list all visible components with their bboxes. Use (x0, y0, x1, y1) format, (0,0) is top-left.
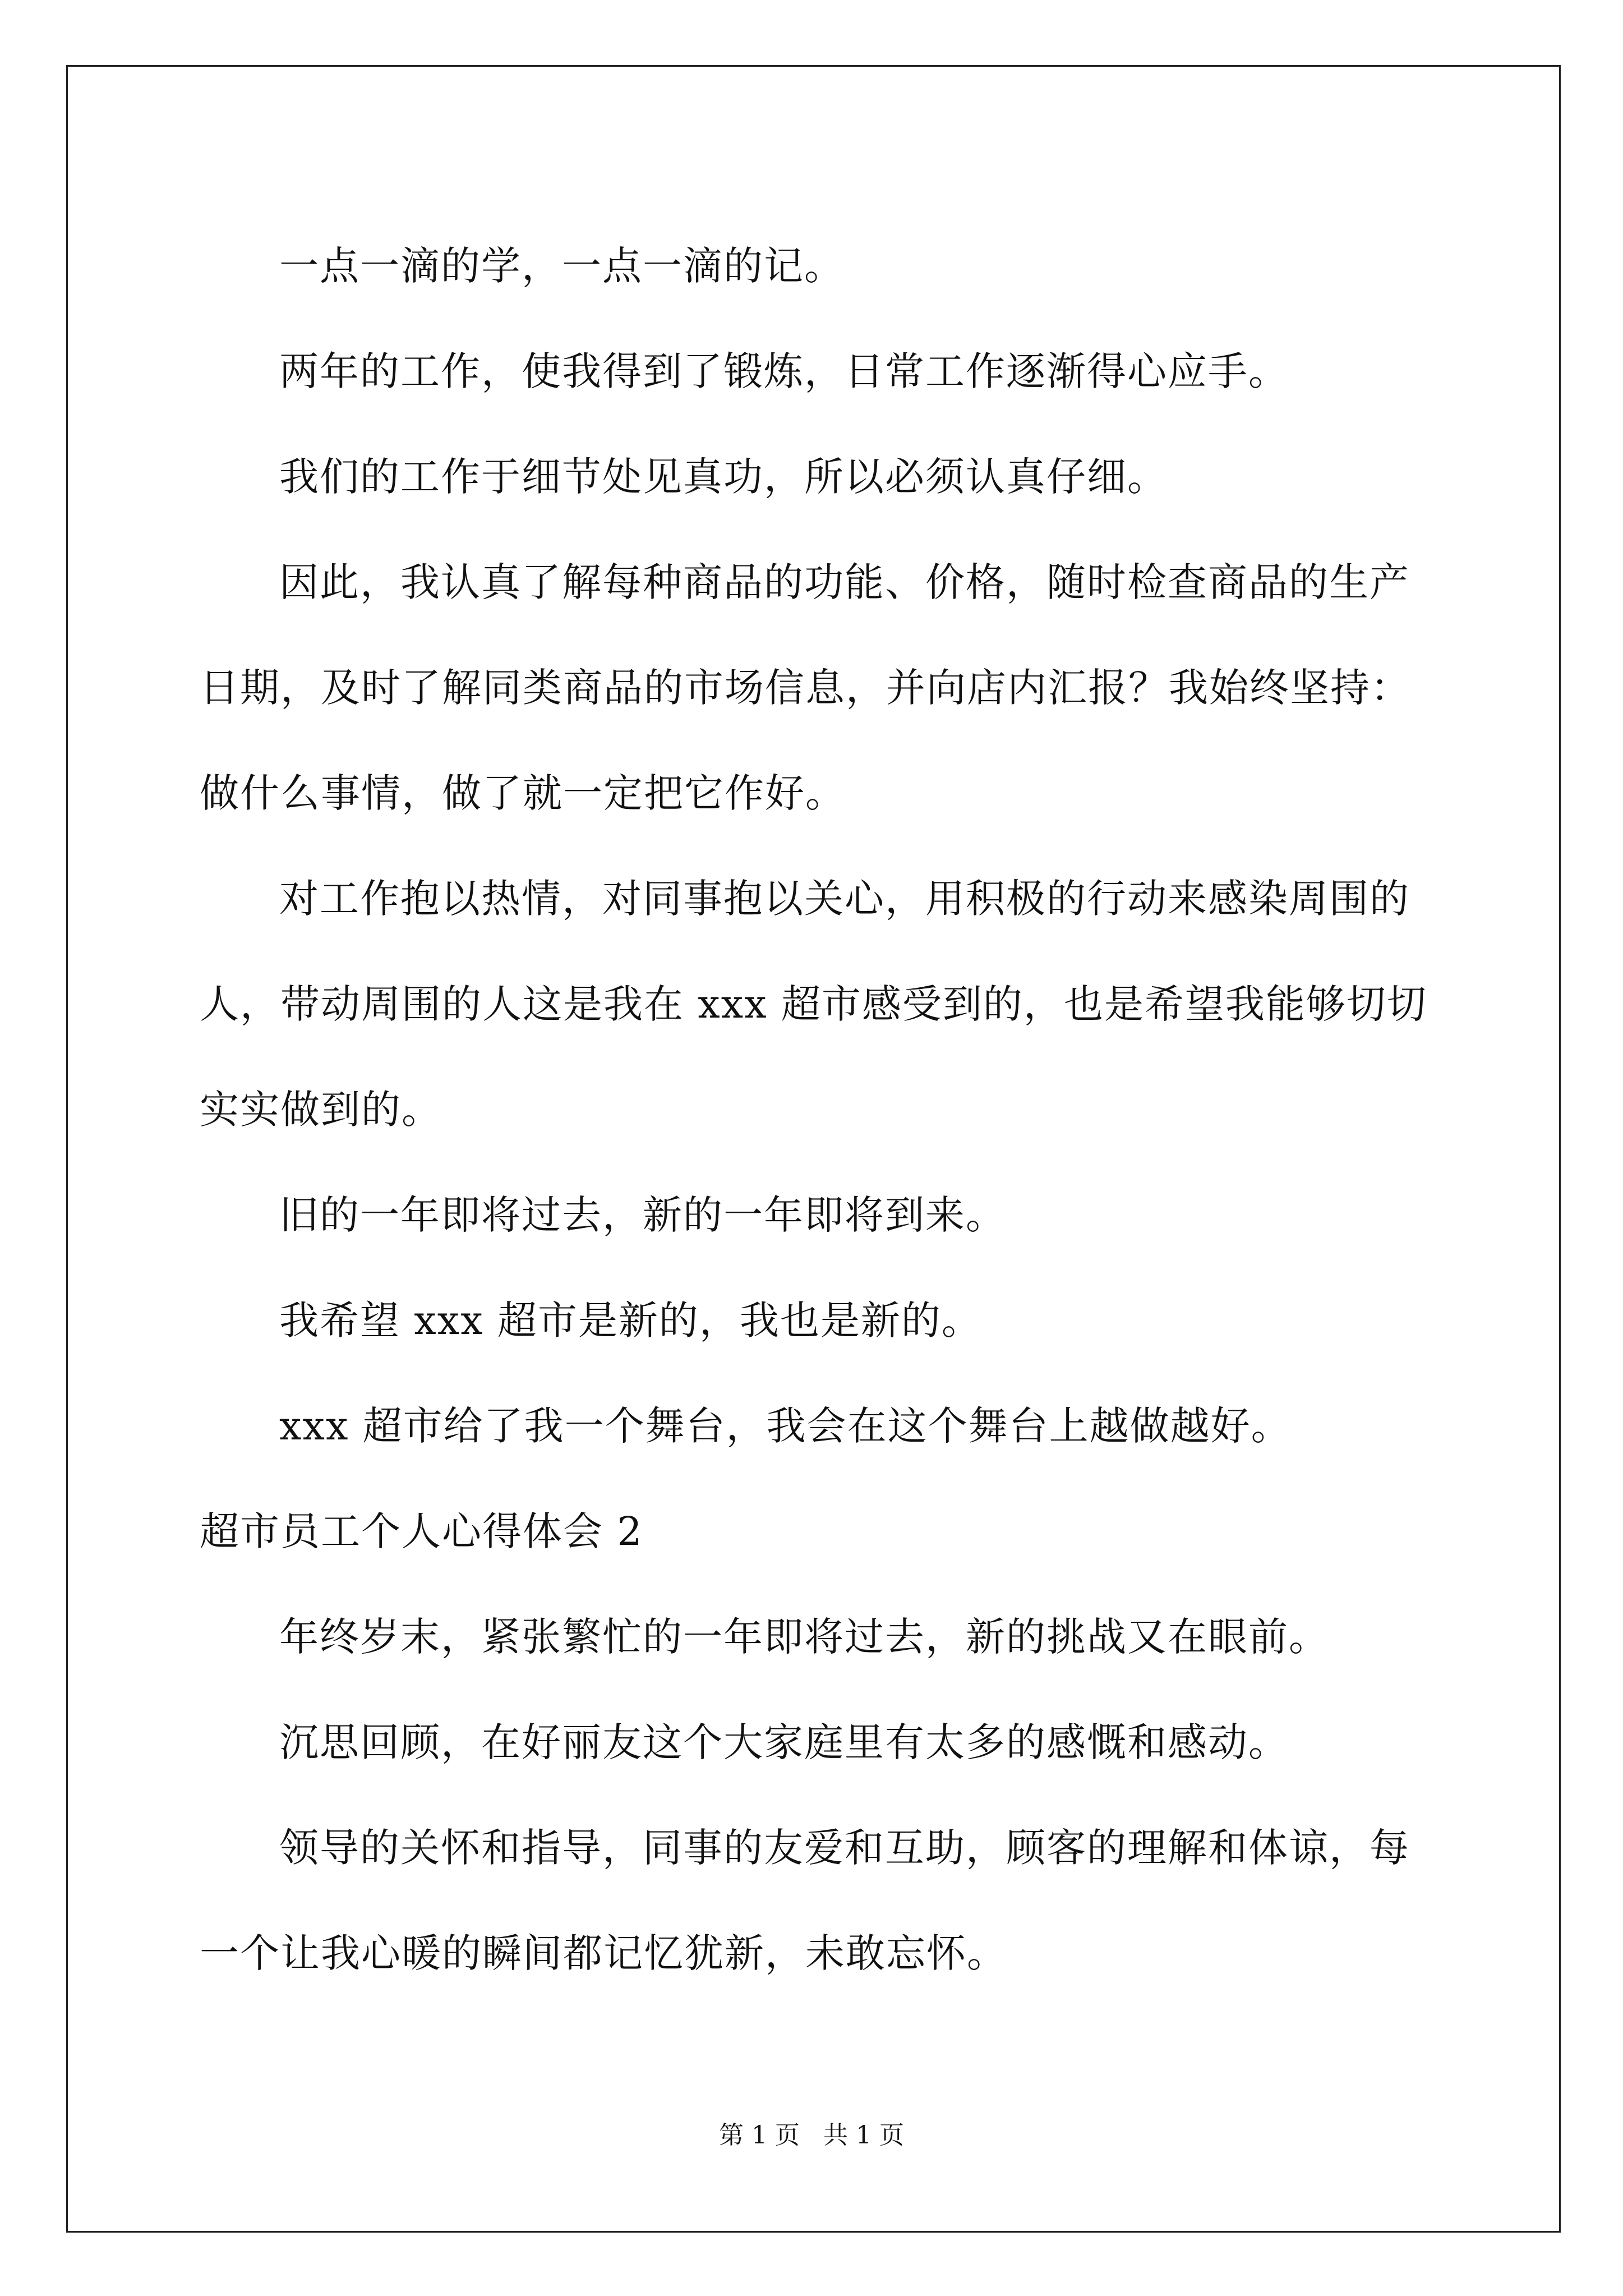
paragraph: 两年的工作，使我得到了锻炼，日常工作逐渐得心应手。 (279, 348, 1289, 394)
page-number: 第 1 页 (719, 2121, 800, 2150)
section-heading: 超市员工个人心得体会 2 (200, 1508, 643, 1554)
paragraph: 年终岁末，紧张繁忙的一年即将过去，新的挑战又在眼前。 (279, 1614, 1329, 1660)
paragraph: 对工作抱以热情，对同事抱以关心，用积极的行动来感染周围的人，带动周围的人这是我在 xxx 超市感受到的，也是希望我能够切切实实做到的。 (200, 876, 1427, 1133)
page-footer (0, 2115, 1623, 2151)
page-count: 共 1 页 (823, 2121, 904, 2150)
paragraph: 我们的工作于细节处见真功，所以必须认真仔细。 (279, 454, 1168, 500)
paragraph: 因此，我认真了解每种商品的功能、价格，随时检查商品的生产日期，及时了解同类商品的市场信息，并向店内汇报？我始终坚持：做什么事情，做了就一定把它作好。 (200, 559, 1411, 816)
paragraph: xxx 超市给了我一个舞台，我会在这个舞台上越做越好。 (279, 1403, 1292, 1449)
paragraph: 我希望 xxx 超市是新的，我也是新的。 (279, 1297, 982, 1343)
paragraph: 一点一滴的学，一点一滴的记。 (279, 243, 845, 289)
paragraph: 旧的一年即将过去，新的一年即将到来。 (279, 1192, 1006, 1238)
document-body (200, 213, 1433, 2006)
paragraph: 沉思回顾，在好丽友这个大家庭里有太多的感慨和感动。 (279, 1719, 1289, 1765)
paragraph: 领导的关怀和指导，同事的友爱和互助，顾客的理解和体谅，每一个让我心暖的瞬间都记忆犹新，未敢忘怀。 (200, 1825, 1410, 1976)
